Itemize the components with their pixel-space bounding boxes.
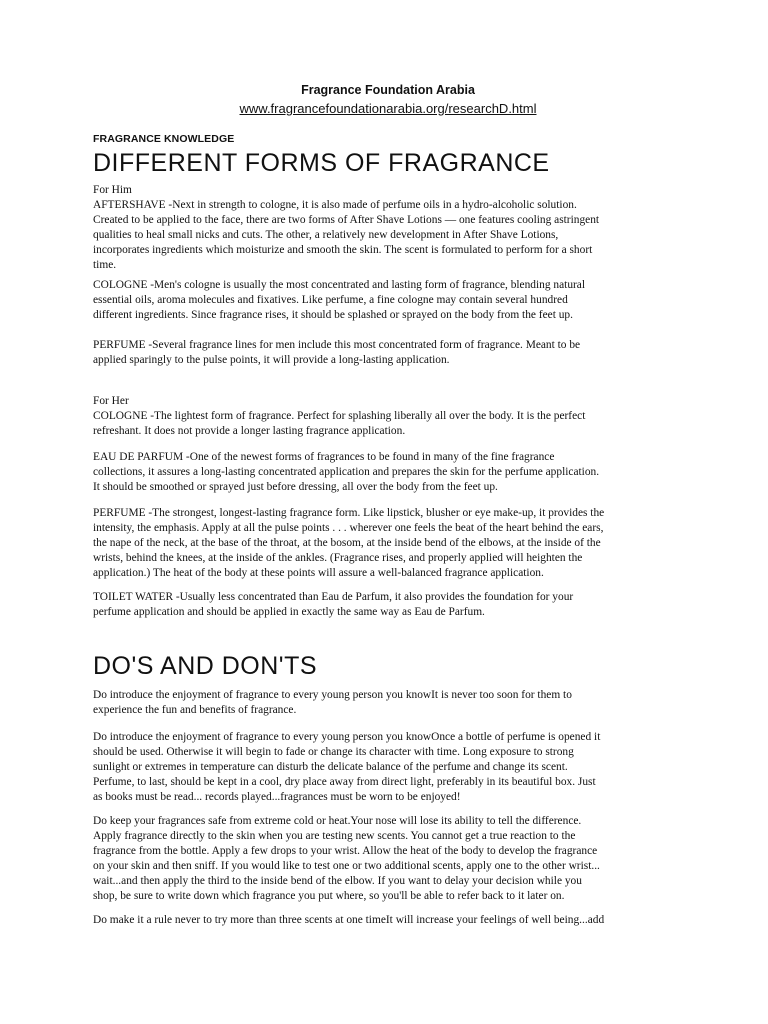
heading-dos-and-donts: DO'S AND DON'TS [93, 652, 318, 680]
paragraph-cologne-him [93, 278, 685, 323]
text-line: perfume application and should be applied in exactly the same way as Eau de Parfum. [93, 606, 485, 619]
label-for-her: For Her [93, 395, 129, 407]
paragraph-aftershave [93, 198, 685, 273]
paragraph-dos-1 [93, 688, 685, 718]
text-line: as books must be read... records played...fragrances must be worn to be enjoyed! [93, 791, 461, 804]
paragraph-dos-2 [93, 730, 685, 805]
site-url-link[interactable]: www.fragrancefoundationarabia.org/researchD.html [239, 101, 537, 116]
text-line: TOILET WATER -Usually less concentrated than Eau de Parfum, it also provides the foundation for your [93, 591, 574, 603]
paragraph-dos-4 [93, 913, 685, 928]
text-line: It should be smoothed or sprayed just before dressing, all over the body from the feet up. [93, 481, 498, 494]
text-line: application.) The heat of the body at these points will assure a well-balanced fragrance application. [93, 567, 544, 580]
heading-different-forms: DIFFERENT FORMS OF FRAGRANCE [93, 149, 550, 177]
text-line: wrists, behind the knees, at the inside of the ankles. (Fragrance rises, and properly applied will heighten the [93, 552, 583, 565]
text-line: EAU DE PARFUM -One of the newest forms of fragrances to be found in many of the fine fragrance [93, 451, 555, 463]
text-line: qualities to heal small nicks and cuts. The other, a relatively new development in After Shave Lotions, [93, 229, 559, 242]
text-line: Do introduce the enjoyment of fragrance to every young person you knowOnce a bottle of perfume is opened it [93, 731, 601, 743]
text-line: refreshant. It does not provide a longer lasting fragrance application. [93, 425, 406, 438]
text-line: on your skin and then sniff. If you would like to test one or two additional scents, apply one to the other wrist... [93, 860, 600, 873]
text-line: Do introduce the enjoyment of fragrance to every young person you knowIt is never too soon for them to [93, 689, 572, 701]
paragraph-cologne-her [93, 409, 685, 439]
text-line: COLOGNE -The lightest form of fragrance. Perfect for splashing liberally all over the body. It is the perfect [93, 410, 586, 422]
text-line: different ingredients. Since fragrance rises, it should be splashed or sprayed on the body from the feet up. [93, 309, 573, 322]
paragraph-perfume-her [93, 506, 685, 581]
text-line: Do keep your fragrances safe from extreme cold or heat.Your nose will lose its ability to tell the difference. [93, 815, 582, 827]
paragraph-eau-de-parfum [93, 450, 685, 495]
text-line: PERFUME -The strongest, longest-lasting fragrance form. Like lipstick, blusher or eye make-up, it provides the [93, 507, 605, 519]
text-line: Do make it a rule never to try more than three scents at one timeIt will increase your feelings of well being...add [93, 914, 605, 926]
section-kicker: FRAGRANCE KNOWLEDGE [93, 133, 235, 145]
text-line: essential oils, aroma molecules and fixatives. Like perfume, a fine cologne may contain several hundred [93, 294, 568, 307]
paragraph-perfume-him [93, 338, 685, 368]
text-line: experience the fun and benefits of fragrance. [93, 704, 297, 717]
text-line: Perfume, to last, should be kept in a cool, dry place away from direct light, preferably in its beautiful box. Just [93, 776, 596, 789]
paragraph-toilet-water [93, 590, 685, 620]
site-name: Fragrance Foundation Arabia [301, 83, 475, 97]
text-line: sunlight or extremes in temperature can disturb the delicate balance of the perfume and change its scent. [93, 761, 568, 774]
text-line: intensity, the emphasis. Apply at all the pulse points . . . wherever one feels the beat of the heart behind the ears, [93, 522, 604, 535]
text-line: should be used. Otherwise it will begin to fade or change its character with time. Long exposure to strong [93, 746, 574, 759]
label-for-him: For Him [93, 184, 132, 196]
text-line: COLOGNE -Men's cologne is usually the most concentrated and lasting form of fragrance, blending natural [93, 279, 586, 291]
paragraph-dos-3 [93, 814, 685, 905]
text-line: the nape of the neck, at the base of the throat, at the bosom, at the inside bend of the elbows, at the inside of the [93, 537, 601, 550]
text-line: collections, it assures a long-lasting concentrated application and prepares the skin for the perfume application. [93, 466, 600, 479]
text-line: Apply fragrance directly to the skin when you are testing new scents. You cannot get a true reaction to the [93, 830, 576, 843]
text-line: applied sparingly to the pulse points, it will provide a long-lasting application. [93, 354, 450, 367]
text-line: incorporates ingredients which moisturize and smooth the skin. The scent is formulated to perform for a short [93, 244, 593, 257]
text-line: fragrance from the bottle. Apply a few drops to your wrist. Allow the heat of the body to develop the fragrance [93, 845, 598, 858]
text-line: wait...and then apply the third to the inside bend of the elbow. If you want to delay your decision while you [93, 875, 582, 888]
text-line: time. [93, 259, 117, 272]
text-line: shop, be sure to write down which fragrance you put where, so you'll be able to refer back to it later on. [93, 890, 565, 903]
text-line: AFTERSHAVE -Next in strength to cologne, it is also made of perfume oils in a hydro-alcoholic solution. [93, 199, 577, 211]
text-line: PERFUME -Several fragrance lines for men include this most concentrated form of fragrance. Meant to be [93, 339, 581, 351]
text-line: Created to be applied to the face, there are two forms of After Shave Lotions — one features cooling astringent [93, 214, 600, 227]
